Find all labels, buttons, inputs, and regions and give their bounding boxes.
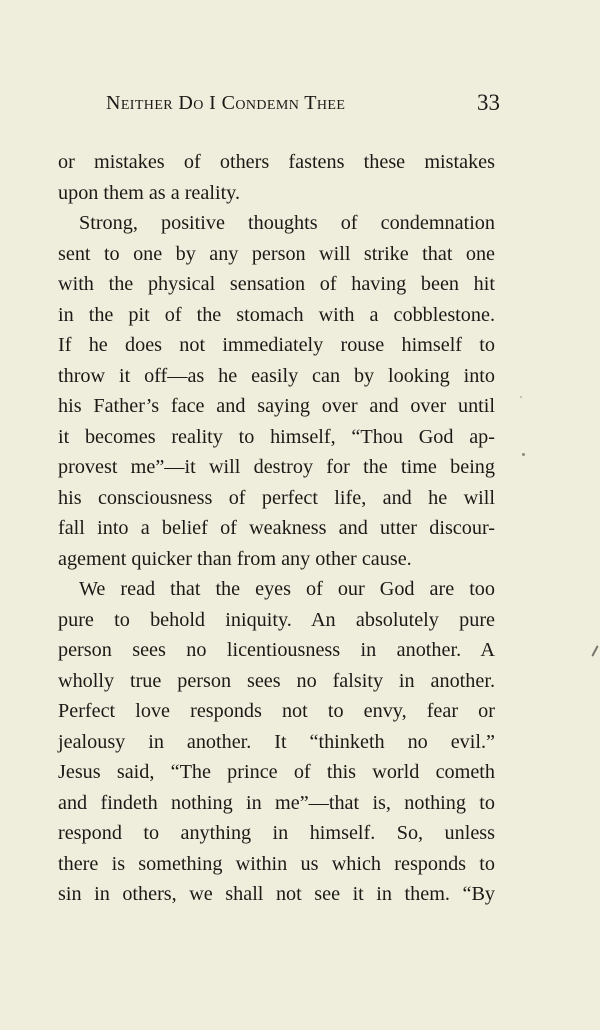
- text-line: in the pit of the stomach with a cobblestone.: [58, 303, 495, 326]
- text-line: his consciousness of perfect life, and he will: [58, 486, 495, 509]
- running-title: Neither Do I Condemn Thee: [106, 92, 346, 114]
- text-line: Perfect love responds not to envy, fear or: [58, 700, 495, 722]
- text-line: with the physical sensation of having been hit: [58, 273, 495, 295]
- text-line: jealousy in another. It “thinketh no evil.”: [58, 730, 495, 753]
- text-line: his Father’s face and saying over and over until: [58, 395, 495, 417]
- paper-speck: [522, 453, 525, 456]
- text-line: throw it off—as he easily can by looking into: [58, 364, 495, 387]
- text-line: fall into a belief of weakness and utter discour-: [58, 517, 495, 539]
- text-line: it becomes reality to himself, “Thou God ap-: [58, 425, 495, 448]
- text-line: and findeth nothing in me”—that is, nothing to: [58, 791, 495, 814]
- body-text: [58, 147, 495, 910]
- text-line: or mistakes of others fastens these mistakes: [58, 151, 495, 173]
- page-number: 33: [477, 90, 500, 115]
- text-line: We read that the eyes of our God are too: [79, 578, 495, 600]
- text-line: agement quicker than from any other cause.: [58, 547, 412, 570]
- text-line: If he does not immediately rouse himself to: [58, 334, 495, 356]
- text-line: respond to anything in himself. So, unless: [58, 822, 495, 844]
- running-head: [106, 92, 500, 122]
- text-line: Strong, positive thoughts of condemnation: [79, 212, 495, 234]
- text-line: pure to behold iniquity. An absolutely pure: [58, 608, 495, 631]
- text-line: sent to one by any person will strike that one: [58, 242, 495, 265]
- text-line: sin in others, we shall not see it in them. “By: [58, 883, 495, 905]
- text-line: upon them as a reality.: [58, 181, 241, 204]
- text-line: wholly true person sees no falsity in another.: [58, 669, 495, 692]
- text-line: provest me”—it will destroy for the time being: [58, 456, 495, 478]
- paper-speck: [520, 396, 522, 398]
- text-line: there is something within us which responds to: [58, 852, 495, 875]
- text-line: person sees no licentiousness in another. A: [58, 639, 495, 661]
- paper-mark: [591, 645, 598, 657]
- text-line: Jesus said, “The prince of this world cometh: [58, 761, 495, 783]
